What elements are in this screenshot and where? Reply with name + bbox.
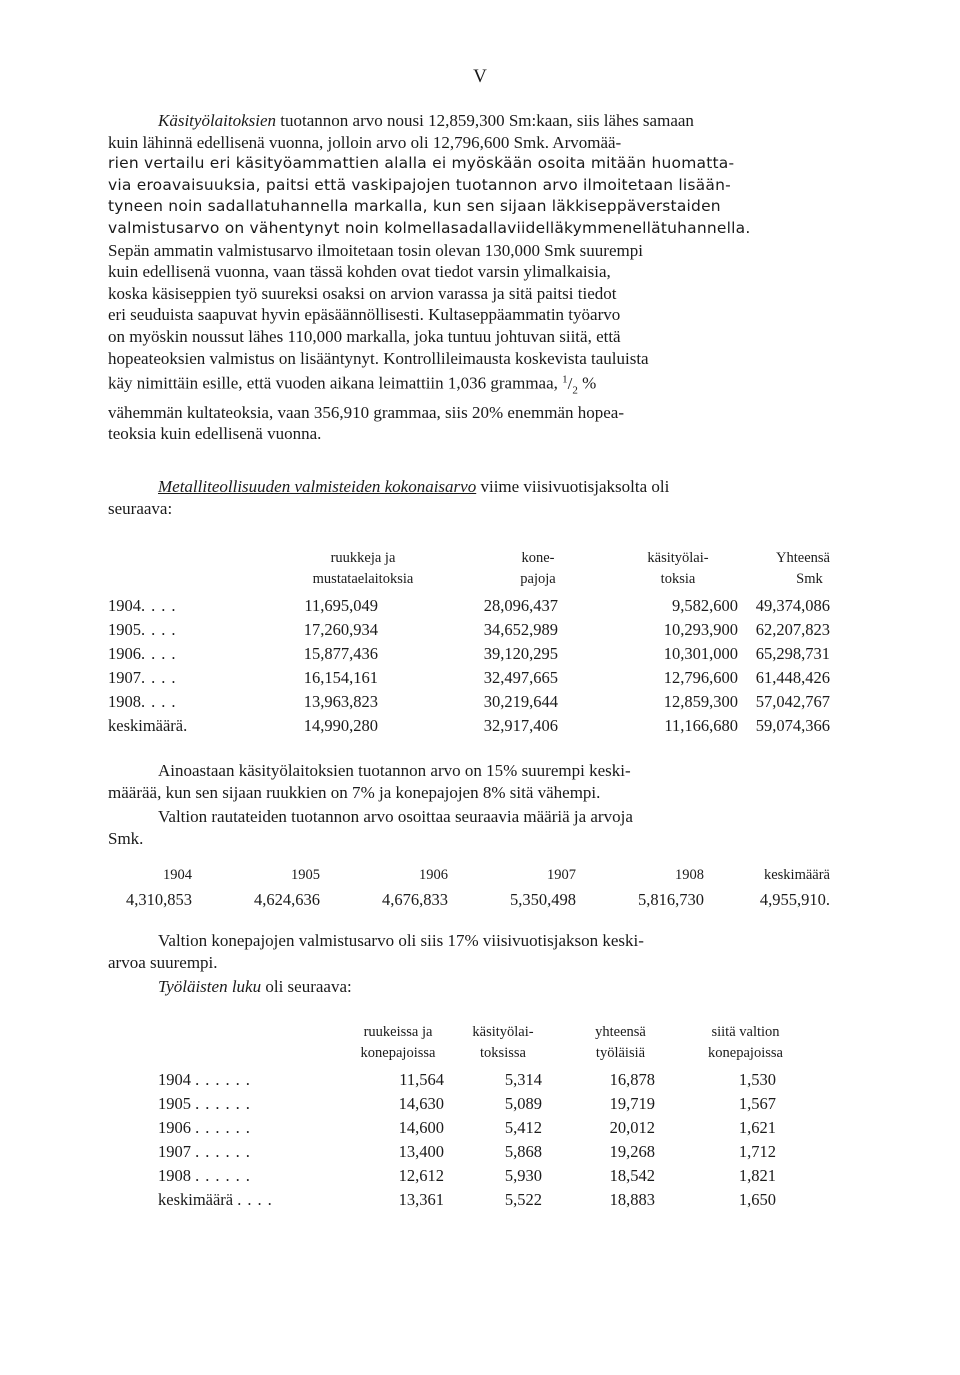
section-title-metalliteollisuus: Metalliteollisuuden valmisteiden kokonaisarvo <box>158 477 477 496</box>
table-tuotantoarvo <box>108 548 830 738</box>
table-row: 1904.... 11,695,049 28,096,437 9,582,600 49,374,086 <box>108 596 830 615</box>
table-row: 1904 ...... 11,564 5,314 16,878 1,530 <box>158 1070 776 1089</box>
paragraph-ainoastaan: Ainoastaan käsityölaitoksien tuotannon arvo on 15% suurempi keski- määrää, kun sen sijaan ruukkien on 7% ja konepajojen 8% sitä vähempi. <box>108 761 631 802</box>
table-valtion-rautatiet <box>100 864 830 914</box>
column-header: kone- pajoja <box>520 550 556 587</box>
column-header: ruukeissa ja konepajoissa <box>360 1024 436 1061</box>
section-title-kasityolaitokset: Käsityölaitoksien <box>158 111 277 130</box>
table-row: keskimäärä. 14,990,280 32,917,406 11,166,680 59,074,366 <box>108 716 830 735</box>
page-number: V <box>473 66 487 87</box>
table-row: keskimäärä .... 13,361 5,522 18,883 1,650 <box>158 1190 776 1209</box>
column-header: ruukkeja ja mustataelaitoksia <box>312 550 414 587</box>
table-header: 1904 1905 1906 1907 1908 keskimäärä <box>163 866 830 883</box>
table-row: 1907 ...... 13,400 5,868 19,268 1,712 <box>158 1142 776 1161</box>
table-row: 1908.... 13,963,823 30,219,644 12,859,300 57,042,767 <box>108 692 830 711</box>
column-header: siitä valtion konepajoissa <box>708 1024 783 1061</box>
paragraph-valtion-rautatiet: Valtion rautateiden tuotannon arvo osoittaa seuraavia määriä ja arvoja Smk. <box>108 807 633 848</box>
paragraph-kasityolaitokset: Käsityölaitoksien tuotannon arvo nousi 12,859,300 Sm:kaan, siis lähes samaan kuin lähinnä edellisenä vuonna, jolloin arvo oli 12,796,600 Smk. Arvomää- rien vertailu eri käsityöammattien alalla ei myöskään osoita mitään huomatta- via eroavaisuuksia, paitsi että vaskipajojen tuotannon arvo ilmoitetaan lisään- tyneen noin sadallatuhannella markalla, kun sen sijaan läkkiseppäverstaiden valmistusarvo on vähentynyt noin kolmellasadallaviidelläkymmenellätuhannella. Sepän ammatin valmistusarvo ilmoitetaan tosin olevan 130,000 Smk suurempi kuin edellisenä vuonna, vaan tässä kohden ovat tiedot varsin ylimalkaisia, koska käsiseppien työ suureksi osaksi on arvion varassa ja sitä paitsi tiedot eri seuduista saapuvat hyvin epäsäännöllisesti. Kultaseppäammatin työarvo on myöskin noussut lähes 110,000 markalla, joka tuntuu johtuvan siitä, että hopeateoksien valmistus on lisääntynyt. Kontrollileimausta koskevista tauluista käy nimittäin esille, että vuoden aikana leimattiin 1,036 grammaa, $^1/_2$ % vähemmän kultateoksia, vaan 356,910 grammaa, siis 20% enemmän hopea- teoksia kuin edellisenä vuonna. <box>108 111 751 444</box>
table-row: 1905 ...... 14,630 5,089 19,719 1,567 <box>158 1094 776 1113</box>
fraction-one-half: $^1/_2$ <box>562 373 578 397</box>
table-header <box>158 1022 808 1064</box>
paragraph-tyolaiset: Työläisten luku oli seuraava: <box>158 977 352 996</box>
table-row: 1908 ...... 12,612 5,930 18,542 1,821 <box>158 1166 776 1185</box>
table-header <box>108 548 830 590</box>
column-header: yhteensä työläisiä <box>595 1024 646 1061</box>
column-header: käsityölai- toksia <box>647 550 709 587</box>
table-row: 4,310,853 4,624,636 4,676,833 5,350,498 5,816,730 4,955,910. <box>126 890 830 909</box>
table-tyolaiset <box>158 1022 808 1212</box>
table-row: 1906.... 15,877,436 39,120,295 10,301,000 65,298,731 <box>108 644 830 663</box>
table-row: 1906 ...... 14,600 5,412 20,012 1,621 <box>158 1118 776 1137</box>
table-row: 1907.... 16,154,161 32,497,665 12,796,600 61,448,426 <box>108 668 830 687</box>
section-title-tyolaiset: Työläisten luku <box>158 977 262 996</box>
paragraph-konepajat: Valtion konepajojen valmistusarvo oli siis 17% viisivuotisjakson keski- arvoa suurempi. <box>108 931 644 972</box>
table-row: 1905.... 17,260,934 34,652,989 10,293,900 62,207,823 <box>108 620 830 639</box>
paragraph-metalliteollisuus: Metalliteollisuuden valmisteiden kokonaisarvo viime viisivuotisjaksolta oli seuraava: <box>108 477 670 518</box>
column-header: Yhteensä Smk <box>776 550 830 587</box>
column-header: käsityölai- toksissa <box>472 1024 534 1061</box>
